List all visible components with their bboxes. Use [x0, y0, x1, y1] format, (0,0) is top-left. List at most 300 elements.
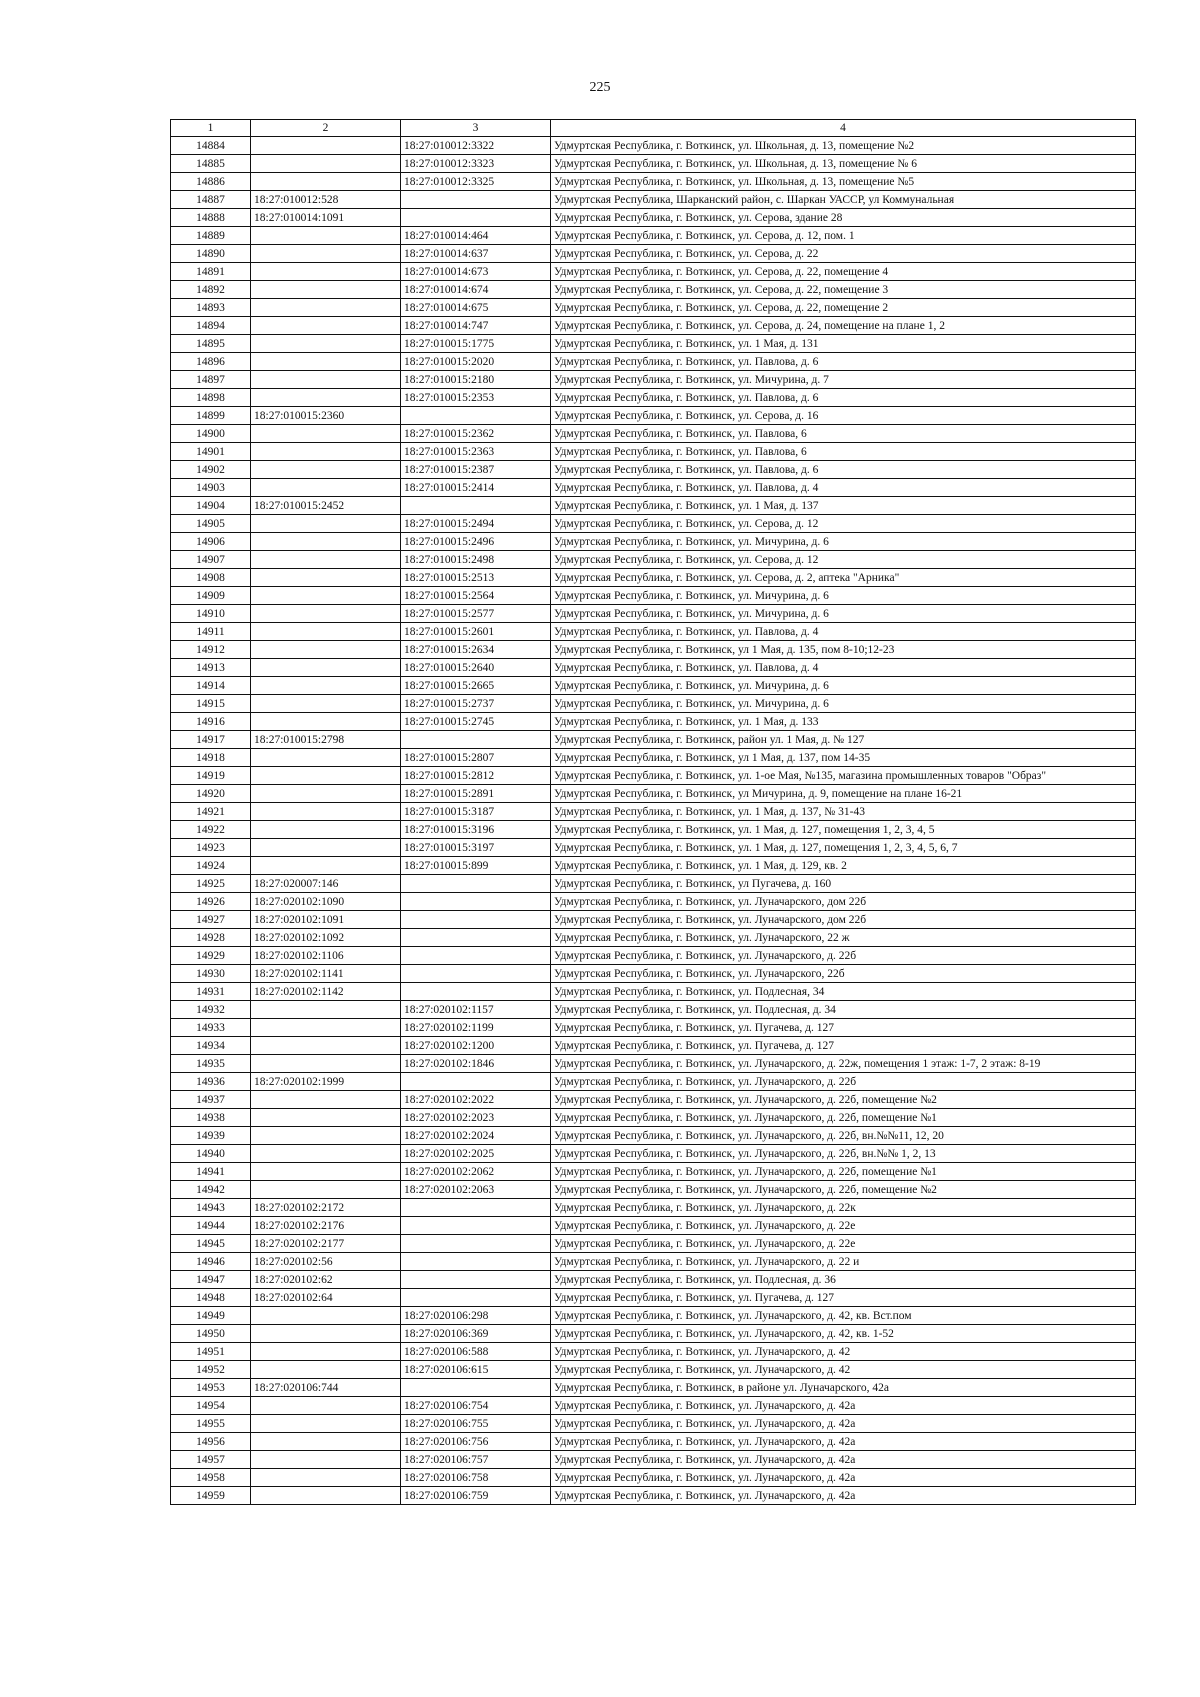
- table-row: [171, 1199, 1136, 1217]
- row-number-cell: 14930: [171, 965, 251, 983]
- table-row: [171, 569, 1136, 587]
- address-cell: Удмуртская Республика, г. Воткинск, ул. Подлесная, 34: [551, 983, 1136, 1001]
- premises-cadastral-number-cell: 18:27:010015:1775: [401, 335, 551, 353]
- cadastral-number-cell: [251, 425, 401, 443]
- premises-cadastral-number-cell: [401, 1253, 551, 1271]
- premises-cadastral-number-cell: 18:27:010015:2363: [401, 443, 551, 461]
- cadastral-number-cell: 18:27:020102:1106: [251, 947, 401, 965]
- premises-cadastral-number-cell: 18:27:010014:674: [401, 281, 551, 299]
- table-row: [171, 281, 1136, 299]
- row-number-cell: 14936: [171, 1073, 251, 1091]
- cadastral-number-cell: 18:27:020106:744: [251, 1379, 401, 1397]
- address-cell: Удмуртская Республика, г. Воткинск, ул. Павлова, д. 6: [551, 461, 1136, 479]
- cadastral-number-cell: [251, 821, 401, 839]
- address-cell: Удмуртская Республика, г. Воткинск, ул. Школьная, д. 13, помещение №2: [551, 137, 1136, 155]
- premises-cadastral-number-cell: 18:27:010014:464: [401, 227, 551, 245]
- address-cell: Удмуртская Республика, г. Воткинск, ул. Луначарского, д. 42а: [551, 1397, 1136, 1415]
- premises-cadastral-number-cell: 18:27:010015:3197: [401, 839, 551, 857]
- address-cell: Удмуртская Республика, г. Воткинск, ул. Серова, д. 12: [551, 515, 1136, 533]
- table-row: [171, 947, 1136, 965]
- table-row: [171, 929, 1136, 947]
- table-row: [171, 209, 1136, 227]
- address-cell: Удмуртская Республика, г. Воткинск, ул. Серова, д. 22: [551, 245, 1136, 263]
- table-row: [171, 1253, 1136, 1271]
- premises-cadastral-number-cell: 18:27:010014:747: [401, 317, 551, 335]
- address-cell: Удмуртская Республика, г. Воткинск, ул. Подлесная, д. 36: [551, 1271, 1136, 1289]
- table-row: [171, 713, 1136, 731]
- cadastral-number-cell: 18:27:010015:2452: [251, 497, 401, 515]
- premises-cadastral-number-cell: 18:27:020102:2024: [401, 1127, 551, 1145]
- cadastral-number-cell: [251, 137, 401, 155]
- address-cell: Удмуртская Республика, г. Воткинск, ул. Школьная, д. 13, помещение №5: [551, 173, 1136, 191]
- address-cell: Удмуртская Республика, г. Воткинск, ул. Павлова, д. 6: [551, 389, 1136, 407]
- cadastral-number-cell: [251, 281, 401, 299]
- table-row: [171, 1091, 1136, 1109]
- premises-cadastral-number-cell: 18:27:010015:2498: [401, 551, 551, 569]
- premises-cadastral-number-cell: 18:27:010015:2494: [401, 515, 551, 533]
- address-cell: Удмуртская Республика, г. Воткинск, ул. Луначарского, д. 22е: [551, 1217, 1136, 1235]
- row-number-cell: 14946: [171, 1253, 251, 1271]
- address-cell: Удмуртская Республика, г. Воткинск, ул 1 Мая, д. 137, пом 14-35: [551, 749, 1136, 767]
- cadastral-number-cell: 18:27:020102:62: [251, 1271, 401, 1289]
- premises-cadastral-number-cell: [401, 875, 551, 893]
- table-row: [171, 137, 1136, 155]
- table-row: [171, 551, 1136, 569]
- row-number-cell: 14912: [171, 641, 251, 659]
- cadastral-number-cell: [251, 785, 401, 803]
- premises-cadastral-number-cell: 18:27:010014:637: [401, 245, 551, 263]
- row-number-cell: 14922: [171, 821, 251, 839]
- address-cell: Удмуртская Республика, г. Воткинск, ул. Серова, д. 12, пом. 1: [551, 227, 1136, 245]
- address-cell: Удмуртская Республика, г. Воткинск, ул. Школьная, д. 13, помещение № 6: [551, 155, 1136, 173]
- address-cell: Удмуртская Республика, г. Воткинск, ул. Луначарского, д. 22б, помещение №2: [551, 1181, 1136, 1199]
- row-number-cell: 14914: [171, 677, 251, 695]
- table-row: [171, 983, 1136, 1001]
- premises-cadastral-number-cell: 18:27:020102:1157: [401, 1001, 551, 1019]
- table-row: [171, 1379, 1136, 1397]
- row-number-cell: 14939: [171, 1127, 251, 1145]
- table-row: [171, 389, 1136, 407]
- cadastral-number-cell: [251, 857, 401, 875]
- address-cell: Удмуртская Республика, г. Воткинск, ул. Луначарского, д. 22б, вн.№№11, 12, 20: [551, 1127, 1136, 1145]
- table-row: [171, 1001, 1136, 1019]
- register-table: [170, 119, 1136, 1505]
- premises-cadastral-number-cell: 18:27:010012:3323: [401, 155, 551, 173]
- table-row: [171, 1397, 1136, 1415]
- address-cell: Удмуртская Республика, г. Воткинск, ул. 1 Мая, д. 137, № 31-43: [551, 803, 1136, 821]
- premises-cadastral-number-cell: 18:27:020102:1199: [401, 1019, 551, 1037]
- table-row: [171, 1433, 1136, 1451]
- table-row: [171, 1019, 1136, 1037]
- register-body: [171, 137, 1136, 1505]
- table-row: [171, 1037, 1136, 1055]
- cadastral-number-cell: [251, 353, 401, 371]
- address-cell: Удмуртская Республика, г. Воткинск, ул. Мичурина, д. 6: [551, 587, 1136, 605]
- address-cell: Удмуртская Республика, г. Воткинск, ул. Серова, д. 22, помещение 4: [551, 263, 1136, 281]
- row-number-cell: 14911: [171, 623, 251, 641]
- address-cell: Удмуртская Республика, г. Воткинск, ул. Луначарского, д. 22е: [551, 1235, 1136, 1253]
- row-number-cell: 14944: [171, 1217, 251, 1235]
- cadastral-number-cell: [251, 1145, 401, 1163]
- cadastral-number-cell: [251, 677, 401, 695]
- table-row: [171, 1109, 1136, 1127]
- row-number-cell: 14891: [171, 263, 251, 281]
- row-number-cell: 14938: [171, 1109, 251, 1127]
- row-number-cell: 14901: [171, 443, 251, 461]
- row-number-cell: 14934: [171, 1037, 251, 1055]
- address-cell: Удмуртская Республика, г. Воткинск, ул. 1 Мая, д. 127, помещения 1, 2, 3, 4, 5, 6, 7: [551, 839, 1136, 857]
- cadastral-number-cell: [251, 695, 401, 713]
- row-number-cell: 14892: [171, 281, 251, 299]
- address-cell: Удмуртская Республика, г. Воткинск, ул. Луначарского, д. 22б, вн.№№ 1, 2, 13: [551, 1145, 1136, 1163]
- row-number-cell: 14897: [171, 371, 251, 389]
- row-number-cell: 14928: [171, 929, 251, 947]
- row-number-cell: 14885: [171, 155, 251, 173]
- table-row: [171, 1307, 1136, 1325]
- table-row: [171, 587, 1136, 605]
- cadastral-number-cell: 18:27:020102:1999: [251, 1073, 401, 1091]
- premises-cadastral-number-cell: 18:27:010015:3187: [401, 803, 551, 821]
- cadastral-number-cell: [251, 371, 401, 389]
- row-number-cell: 14908: [171, 569, 251, 587]
- premises-cadastral-number-cell: 18:27:010014:675: [401, 299, 551, 317]
- premises-cadastral-number-cell: [401, 1379, 551, 1397]
- premises-cadastral-number-cell: [401, 1199, 551, 1217]
- row-number-cell: 14918: [171, 749, 251, 767]
- address-cell: Удмуртская Республика, г. Воткинск, ул. Пугачева, д. 127: [551, 1019, 1136, 1037]
- row-number-cell: 14937: [171, 1091, 251, 1109]
- table-row: [171, 1271, 1136, 1289]
- premises-cadastral-number-cell: [401, 497, 551, 515]
- premises-cadastral-number-cell: [401, 983, 551, 1001]
- table-row: [171, 875, 1136, 893]
- address-cell: Удмуртская Республика, г. Воткинск, ул. Луначарского, д. 42а: [551, 1433, 1136, 1451]
- premises-cadastral-number-cell: [401, 731, 551, 749]
- premises-cadastral-number-cell: 18:27:020102:1846: [401, 1055, 551, 1073]
- address-cell: Удмуртская Республика, г. Воткинск, ул. Луначарского, д. 42а: [551, 1451, 1136, 1469]
- row-number-cell: 14958: [171, 1469, 251, 1487]
- row-number-cell: 14949: [171, 1307, 251, 1325]
- table-row: [171, 1487, 1136, 1505]
- address-cell: Удмуртская Республика, г. Воткинск, ул. Мичурина, д. 6: [551, 695, 1136, 713]
- row-number-cell: 14895: [171, 335, 251, 353]
- premises-cadastral-number-cell: 18:27:020106:757: [401, 1451, 551, 1469]
- cadastral-number-cell: [251, 443, 401, 461]
- address-cell: Удмуртская Республика, г. Воткинск, ул. Серова, д. 2, аптека "Арника": [551, 569, 1136, 587]
- column-header-4: 4: [551, 120, 1136, 137]
- cadastral-number-cell: [251, 1037, 401, 1055]
- table-row: [171, 443, 1136, 461]
- premises-cadastral-number-cell: 18:27:010015:2362: [401, 425, 551, 443]
- table-row: [171, 1289, 1136, 1307]
- table-row: [171, 1055, 1136, 1073]
- premises-cadastral-number-cell: [401, 191, 551, 209]
- table-row: [171, 1469, 1136, 1487]
- row-number-cell: 14933: [171, 1019, 251, 1037]
- premises-cadastral-number-cell: 18:27:010015:2564: [401, 587, 551, 605]
- premises-cadastral-number-cell: 18:27:020106:298: [401, 1307, 551, 1325]
- address-cell: Удмуртская Республика, г. Воткинск, ул. Луначарского, д. 22ж, помещения 1 этаж: 1-7, 2 этаж: 8-19: [551, 1055, 1136, 1073]
- cadastral-number-cell: 18:27:020102:1092: [251, 929, 401, 947]
- address-cell: Удмуртская Республика, г. Воткинск, ул. Луначарского, д. 42: [551, 1343, 1136, 1361]
- table-row: [171, 1361, 1136, 1379]
- premises-cadastral-number-cell: 18:27:020106:759: [401, 1487, 551, 1505]
- cadastral-number-cell: [251, 1307, 401, 1325]
- row-number-cell: 14953: [171, 1379, 251, 1397]
- address-cell: Удмуртская Республика, г. Воткинск, ул. Луначарского, 22б: [551, 965, 1136, 983]
- table-row: [171, 821, 1136, 839]
- header-row: [171, 120, 1136, 137]
- row-number-cell: 14955: [171, 1415, 251, 1433]
- row-number-cell: 14917: [171, 731, 251, 749]
- premises-cadastral-number-cell: 18:27:020102:2022: [401, 1091, 551, 1109]
- table-row: [171, 425, 1136, 443]
- table-row: [171, 659, 1136, 677]
- premises-cadastral-number-cell: 18:27:010012:3322: [401, 137, 551, 155]
- address-cell: Удмуртская Республика, г. Воткинск, ул. Павлова, д. 6: [551, 353, 1136, 371]
- address-cell: Удмуртская Республика, г. Воткинск, ул. Серова, здание 28: [551, 209, 1136, 227]
- address-cell: Удмуртская Республика, г. Воткинск, ул. Пугачева, д. 127: [551, 1037, 1136, 1055]
- address-cell: Удмуртская Республика, г. Воткинск, ул. Мичурина, д. 7: [551, 371, 1136, 389]
- address-cell: Удмуртская Республика, г. Воткинск, ул Пугачева, д. 160: [551, 875, 1136, 893]
- premises-cadastral-number-cell: 18:27:020102:2063: [401, 1181, 551, 1199]
- row-number-cell: 14889: [171, 227, 251, 245]
- address-cell: Удмуртская Республика, г. Воткинск, ул. Луначарского, д. 22б: [551, 947, 1136, 965]
- table-row: [171, 155, 1136, 173]
- premises-cadastral-number-cell: [401, 1217, 551, 1235]
- table-row: [171, 1325, 1136, 1343]
- premises-cadastral-number-cell: [401, 1289, 551, 1307]
- cadastral-number-cell: 18:27:020102:2176: [251, 1217, 401, 1235]
- premises-cadastral-number-cell: [401, 911, 551, 929]
- premises-cadastral-number-cell: 18:27:010015:899: [401, 857, 551, 875]
- table-row: [171, 623, 1136, 641]
- premises-cadastral-number-cell: 18:27:010015:2640: [401, 659, 551, 677]
- table-row: [171, 605, 1136, 623]
- premises-cadastral-number-cell: 18:27:010015:2601: [401, 623, 551, 641]
- table-row: [171, 263, 1136, 281]
- row-number-cell: 14884: [171, 137, 251, 155]
- page-number: 225: [589, 80, 611, 95]
- cadastral-number-cell: [251, 605, 401, 623]
- address-cell: Удмуртская Республика, г. Воткинск, район ул. 1 Мая, д. № 127: [551, 731, 1136, 749]
- cadastral-number-cell: 18:27:010015:2360: [251, 407, 401, 425]
- address-cell: Удмуртская Республика, г. Воткинск, ул. Павлова, 6: [551, 425, 1136, 443]
- premises-cadastral-number-cell: 18:27:010015:2387: [401, 461, 551, 479]
- table-row: [171, 641, 1136, 659]
- address-cell: Удмуртская Республика, г. Воткинск, ул. Луначарского, дом 22б: [551, 911, 1136, 929]
- cadastral-number-cell: [251, 749, 401, 767]
- row-number-cell: 14915: [171, 695, 251, 713]
- address-cell: Удмуртская Республика, г. Воткинск, ул. Мичурина, д. 6: [551, 533, 1136, 551]
- table-row: [171, 1415, 1136, 1433]
- row-number-cell: 14921: [171, 803, 251, 821]
- address-cell: Удмуртская Республика, г. Воткинск, ул. Павлова, д. 4: [551, 659, 1136, 677]
- row-number-cell: 14940: [171, 1145, 251, 1163]
- cadastral-number-cell: 18:27:010015:2798: [251, 731, 401, 749]
- row-number-cell: 14941: [171, 1163, 251, 1181]
- premises-cadastral-number-cell: [401, 947, 551, 965]
- premises-cadastral-number-cell: 18:27:010014:673: [401, 263, 551, 281]
- row-number-cell: 14954: [171, 1397, 251, 1415]
- address-cell: Удмуртская Республика, г. Воткинск, ул. Подлесная, д. 34: [551, 1001, 1136, 1019]
- table-row: [171, 893, 1136, 911]
- address-cell: Удмуртская Республика, г. Воткинск, ул. Луначарского, д. 42а: [551, 1487, 1136, 1505]
- row-number-cell: 14924: [171, 857, 251, 875]
- row-number-cell: 14959: [171, 1487, 251, 1505]
- table-row: [171, 245, 1136, 263]
- premises-cadastral-number-cell: 18:27:010015:2414: [401, 479, 551, 497]
- address-cell: Удмуртская Республика, г. Воткинск, ул. 1 Мая, д. 127, помещения 1, 2, 3, 4, 5: [551, 821, 1136, 839]
- row-number-cell: 14925: [171, 875, 251, 893]
- premises-cadastral-number-cell: 18:27:010015:2513: [401, 569, 551, 587]
- row-number-cell: 14957: [171, 1451, 251, 1469]
- address-cell: Удмуртская Республика, г. Воткинск, ул. Мичурина, д. 6: [551, 605, 1136, 623]
- address-cell: Удмуртская Республика, г. Воткинск, ул. Луначарского, дом 22б: [551, 893, 1136, 911]
- cadastral-number-cell: [251, 479, 401, 497]
- cadastral-number-cell: [251, 1001, 401, 1019]
- cadastral-number-cell: [251, 227, 401, 245]
- cadastral-number-cell: [251, 767, 401, 785]
- address-cell: Удмуртская Республика, г. Воткинск, ул. Луначарского, д. 22 и: [551, 1253, 1136, 1271]
- table-row: [171, 1163, 1136, 1181]
- table-row: [171, 407, 1136, 425]
- address-cell: Удмуртская Республика, г. Воткинск, ул. Луначарского, д. 42: [551, 1361, 1136, 1379]
- address-cell: Удмуртская Республика, г. Воткинск, ул. Луначарского, д. 22б, помещение №2: [551, 1091, 1136, 1109]
- cadastral-number-cell: [251, 1019, 401, 1037]
- row-number-cell: 14942: [171, 1181, 251, 1199]
- premises-cadastral-number-cell: 18:27:020102:2025: [401, 1145, 551, 1163]
- row-number-cell: 14906: [171, 533, 251, 551]
- premises-cadastral-number-cell: 18:27:010015:2020: [401, 353, 551, 371]
- table-row: [171, 677, 1136, 695]
- table-row: [171, 965, 1136, 983]
- cadastral-number-cell: [251, 173, 401, 191]
- row-number-cell: 14886: [171, 173, 251, 191]
- cadastral-number-cell: [251, 1451, 401, 1469]
- premises-cadastral-number-cell: 18:27:010015:2812: [401, 767, 551, 785]
- premises-cadastral-number-cell: 18:27:020106:756: [401, 1433, 551, 1451]
- table-row: [171, 749, 1136, 767]
- premises-cadastral-number-cell: [401, 407, 551, 425]
- cadastral-number-cell: [251, 713, 401, 731]
- table-row: [171, 335, 1136, 353]
- table-row: [171, 1073, 1136, 1091]
- premises-cadastral-number-cell: [401, 209, 551, 227]
- cadastral-number-cell: [251, 533, 401, 551]
- row-number-cell: 14888: [171, 209, 251, 227]
- cadastral-number-cell: [251, 659, 401, 677]
- cadastral-number-cell: 18:27:020102:2172: [251, 1199, 401, 1217]
- row-number-cell: 14931: [171, 983, 251, 1001]
- row-number-cell: 14896: [171, 353, 251, 371]
- cadastral-number-cell: 18:27:020102:1090: [251, 893, 401, 911]
- premises-cadastral-number-cell: 18:27:010015:2737: [401, 695, 551, 713]
- cadastral-number-cell: 18:27:020102:1141: [251, 965, 401, 983]
- cadastral-number-cell: [251, 839, 401, 857]
- table-row: [171, 533, 1136, 551]
- cadastral-number-cell: [251, 803, 401, 821]
- row-number-cell: 14916: [171, 713, 251, 731]
- row-number-cell: 14951: [171, 1343, 251, 1361]
- table-row: [171, 695, 1136, 713]
- premises-cadastral-number-cell: 18:27:010015:2180: [401, 371, 551, 389]
- address-cell: Удмуртская Республика, г. Воткинск, ул. Луначарского, д. 42а: [551, 1415, 1136, 1433]
- premises-cadastral-number-cell: 18:27:020106:758: [401, 1469, 551, 1487]
- row-number-cell: 14923: [171, 839, 251, 857]
- address-cell: Удмуртская Республика, г. Воткинск, ул. Серова, д. 24, помещение на плане 1, 2: [551, 317, 1136, 335]
- premises-cadastral-number-cell: 18:27:020102:2062: [401, 1163, 551, 1181]
- row-number-cell: 14929: [171, 947, 251, 965]
- table-row: [171, 857, 1136, 875]
- cadastral-number-cell: [251, 1433, 401, 1451]
- cadastral-number-cell: [251, 155, 401, 173]
- row-number-cell: 14919: [171, 767, 251, 785]
- column-header-3: 3: [401, 120, 551, 137]
- table-row: [171, 1145, 1136, 1163]
- premises-cadastral-number-cell: [401, 1073, 551, 1091]
- cadastral-number-cell: [251, 1487, 401, 1505]
- cadastral-number-cell: [251, 1397, 401, 1415]
- premises-cadastral-number-cell: 18:27:020106:369: [401, 1325, 551, 1343]
- cadastral-number-cell: [251, 1343, 401, 1361]
- cadastral-number-cell: [251, 1109, 401, 1127]
- row-number-cell: 14907: [171, 551, 251, 569]
- address-cell: Удмуртская Республика, г. Воткинск, ул. 1 Мая, д. 129, кв. 2: [551, 857, 1136, 875]
- row-number-cell: 14893: [171, 299, 251, 317]
- table-row: [171, 803, 1136, 821]
- premises-cadastral-number-cell: 18:27:010015:2577: [401, 605, 551, 623]
- cadastral-number-cell: 18:27:020102:56: [251, 1253, 401, 1271]
- row-number-cell: 14948: [171, 1289, 251, 1307]
- address-cell: Удмуртская Республика, г. Воткинск, ул. Серова, д. 16: [551, 407, 1136, 425]
- premises-cadastral-number-cell: [401, 893, 551, 911]
- premises-cadastral-number-cell: 18:27:020106:755: [401, 1415, 551, 1433]
- table-row: [171, 299, 1136, 317]
- cadastral-number-cell: [251, 569, 401, 587]
- premises-cadastral-number-cell: 18:27:020106:588: [401, 1343, 551, 1361]
- table-row: [171, 353, 1136, 371]
- cadastral-number-cell: 18:27:010014:1091: [251, 209, 401, 227]
- premises-cadastral-number-cell: [401, 929, 551, 947]
- row-number-cell: 14920: [171, 785, 251, 803]
- cadastral-number-cell: [251, 515, 401, 533]
- row-number-cell: 14910: [171, 605, 251, 623]
- address-cell: Удмуртская Республика, г. Воткинск, ул 1 Мая, д. 135, пом 8-10;12-23: [551, 641, 1136, 659]
- table-row: [171, 1235, 1136, 1253]
- cadastral-number-cell: [251, 245, 401, 263]
- table-row: [171, 317, 1136, 335]
- column-header-2: 2: [251, 120, 401, 137]
- table-row: [171, 461, 1136, 479]
- address-cell: Удмуртская Республика, г. Воткинск, ул. Мичурина, д. 6: [551, 677, 1136, 695]
- table-row: [171, 497, 1136, 515]
- row-number-cell: 14905: [171, 515, 251, 533]
- cadastral-number-cell: [251, 335, 401, 353]
- address-cell: Удмуртская Республика, Шарканский район, с. Шаркан УАССР, ул Коммунальная: [551, 191, 1136, 209]
- premises-cadastral-number-cell: 18:27:010015:2807: [401, 749, 551, 767]
- row-number-cell: 14902: [171, 461, 251, 479]
- premises-cadastral-number-cell: 18:27:020106:615: [401, 1361, 551, 1379]
- row-number-cell: 14913: [171, 659, 251, 677]
- cadastral-number-cell: 18:27:010012:528: [251, 191, 401, 209]
- cadastral-number-cell: [251, 641, 401, 659]
- cadastral-number-cell: [251, 1415, 401, 1433]
- address-cell: Удмуртская Республика, г. Воткинск, ул. Павлова, 6: [551, 443, 1136, 461]
- row-number-cell: 14932: [171, 1001, 251, 1019]
- cadastral-number-cell: [251, 551, 401, 569]
- table-row: [171, 731, 1136, 749]
